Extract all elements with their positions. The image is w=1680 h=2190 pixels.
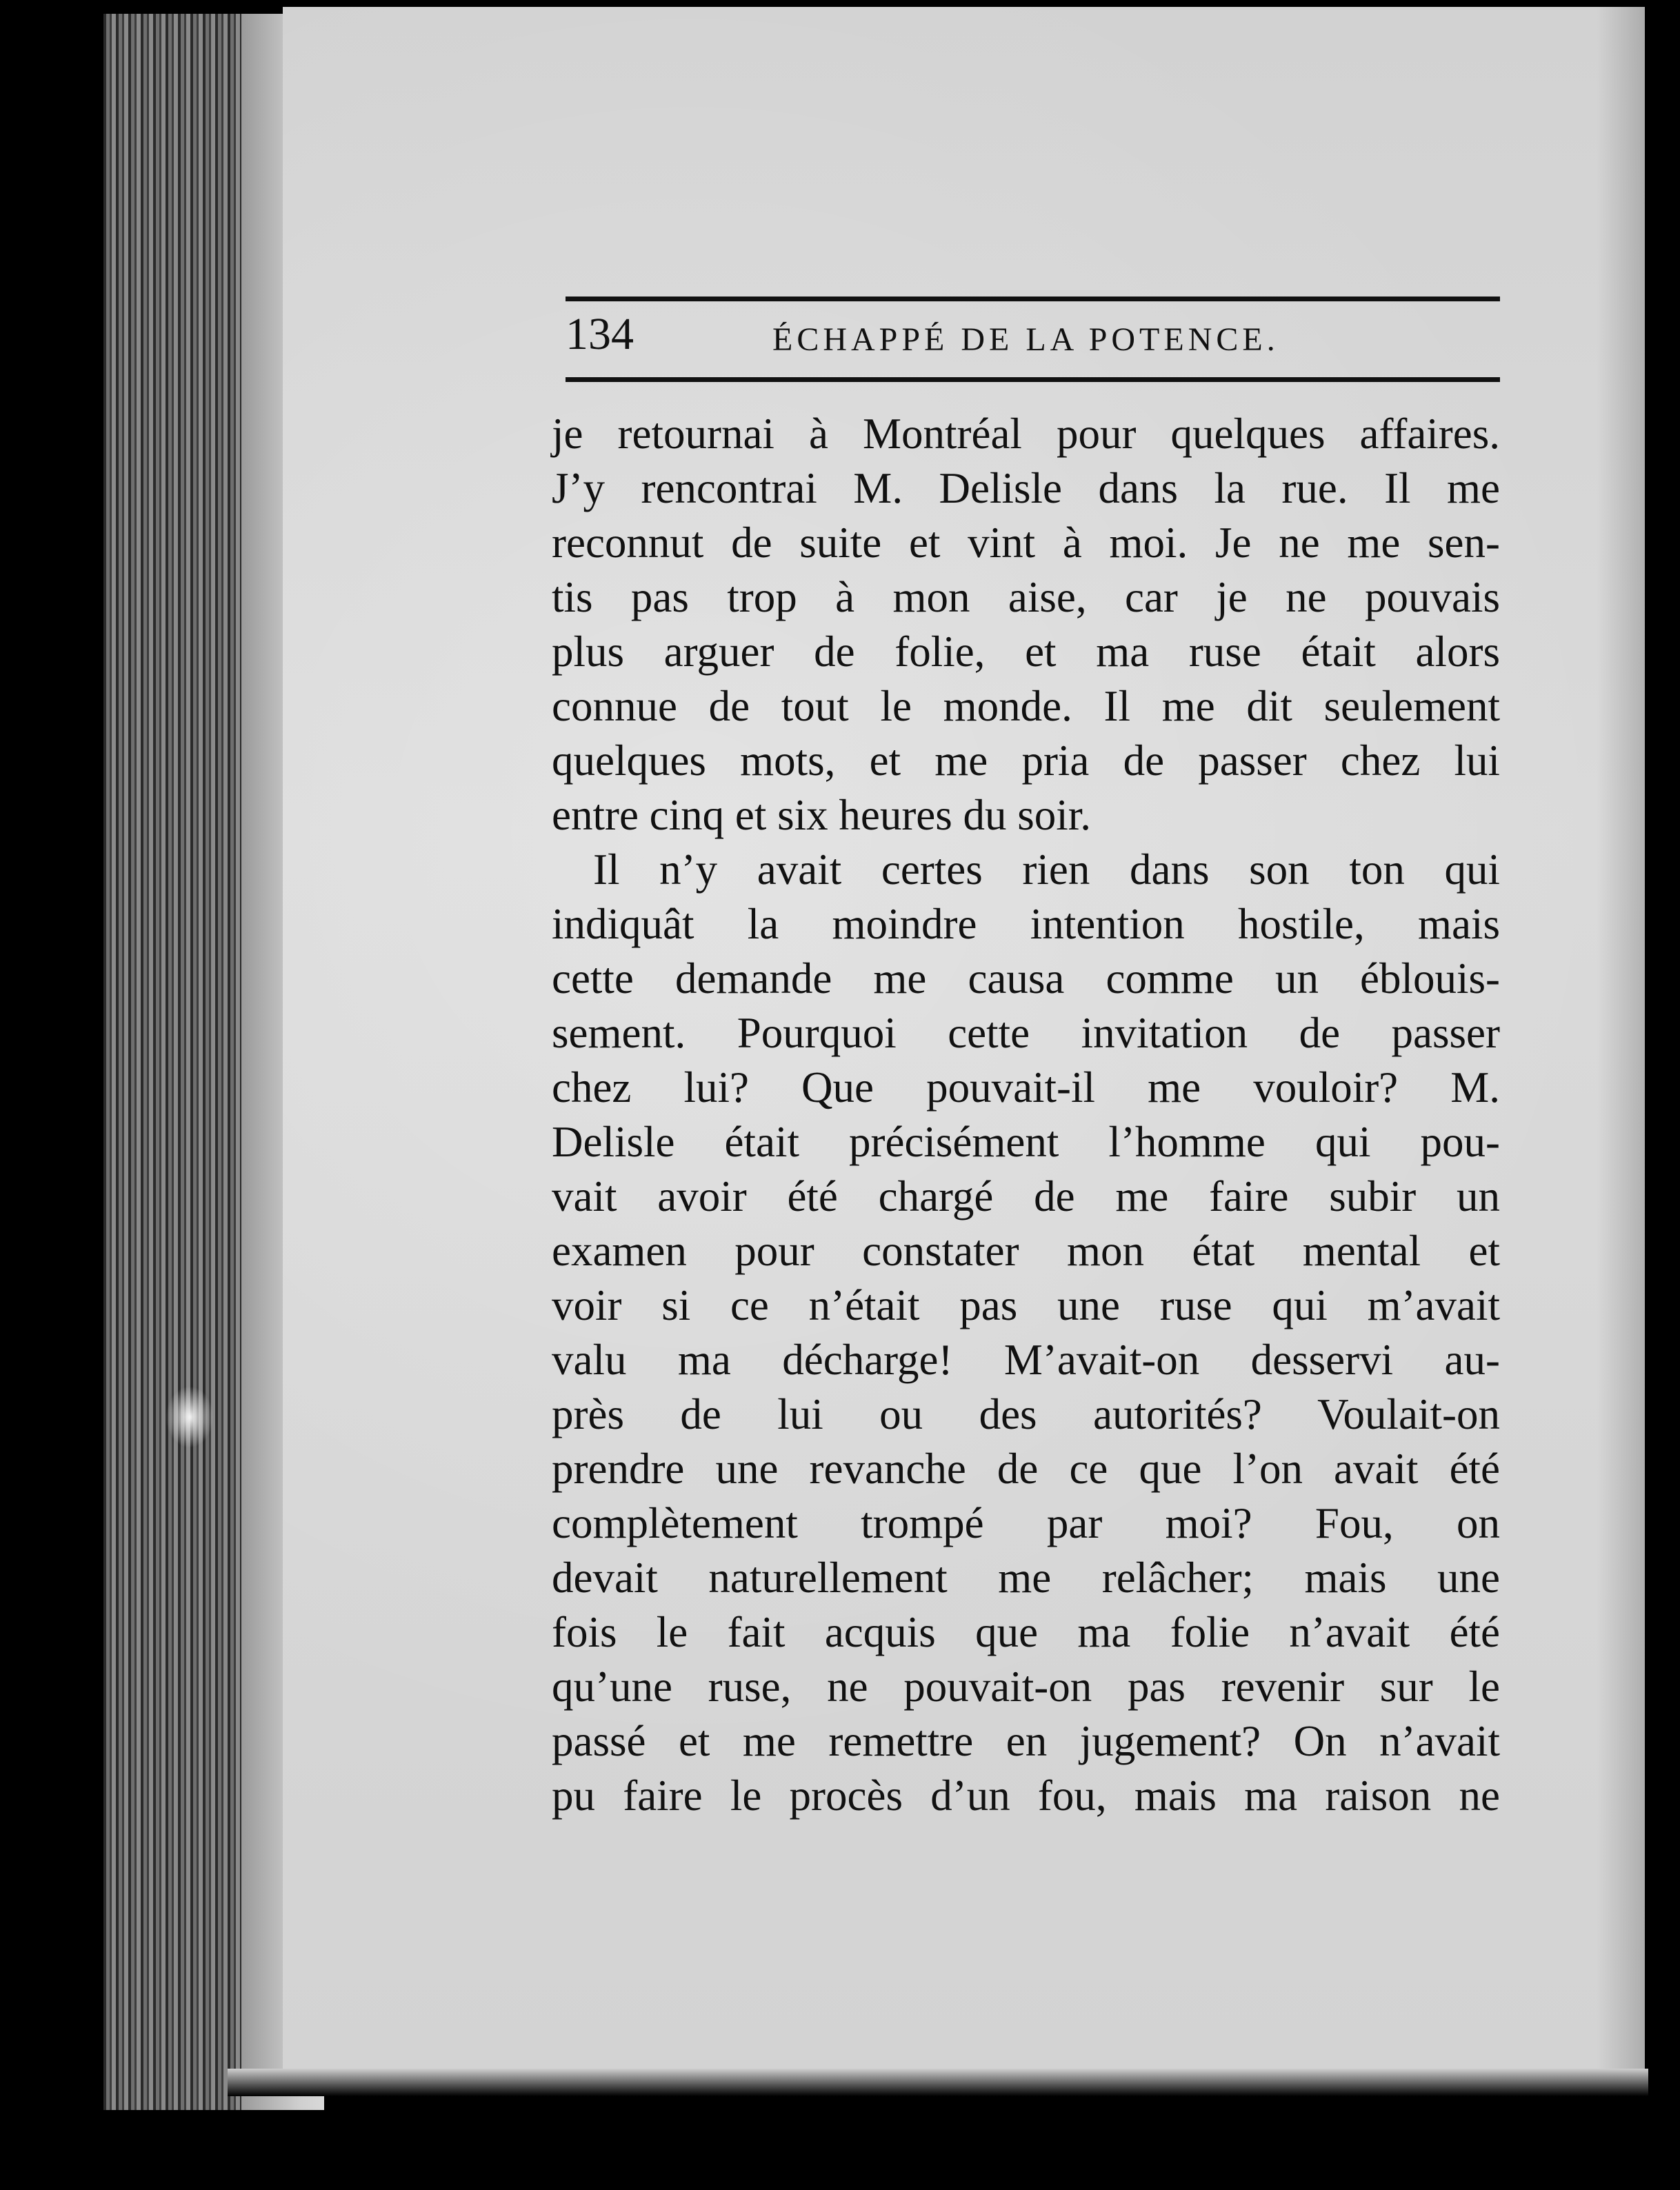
text-line: complètement trompé par moi? Fou, on — [552, 1499, 1500, 1547]
page-number: 134 — [566, 309, 634, 359]
page-shadow — [1597, 7, 1645, 2069]
text-line: indiquât la moindre intention hostile, mais — [552, 900, 1500, 948]
text-line: vait avoir été chargé de me faire subir un — [552, 1172, 1500, 1220]
header-rule-bottom — [566, 377, 1500, 382]
text-line: plus arguer de folie, et ma ruse était alors — [552, 627, 1500, 676]
text-line: valu ma décharge! M’avait-on desservi au- — [552, 1336, 1500, 1384]
text-line: examen pour constater mon état mental et — [552, 1227, 1500, 1275]
body-text — [552, 407, 1500, 1823]
text-line: chez lui? Que pouvait-il me vouloir? M. — [552, 1063, 1500, 1112]
text-line: reconnut de suite et vint à moi. Je ne me sen- — [552, 519, 1500, 567]
running-head — [566, 303, 1500, 365]
text-line: passé et me remettre en jugement? On n’avait — [552, 1717, 1500, 1765]
text-line: voir si ce n’était pas une ruse qui m’avait — [552, 1281, 1500, 1329]
text-line: connue de tout le monde. Il me dit seulement — [552, 682, 1500, 730]
header-rule-top — [566, 297, 1500, 301]
text-line: cette demande me causa comme un éblouis- — [552, 954, 1500, 1003]
paper-smudge — [166, 1386, 214, 1448]
text-line: fois le fait acquis que ma folie n’avait été — [552, 1608, 1500, 1656]
text-line: Il n’y avait certes rien dans son ton qui — [593, 845, 1500, 894]
text-line: sement. Pourquoi cette invitation de passer — [552, 1009, 1500, 1057]
text-line: pu faire le procès d’un fou, mais ma raison ne — [552, 1771, 1500, 1820]
page-bottom-edge — [228, 2069, 1648, 2096]
text-line: entre cinq et six heures du soir. — [552, 791, 1092, 839]
text-line: prendre une revanche de ce que l’on avait été — [552, 1445, 1500, 1493]
running-title: ÉCHAPPÉ DE LA POTENCE. — [772, 321, 1279, 358]
text-line: je retournai à Montréal pour quelques affaires. — [552, 410, 1500, 458]
text-line: tis pas trop à mon aise, car je ne pouvais — [552, 573, 1500, 621]
text-line: qu’une ruse, ne pouvait-on pas revenir sur le — [552, 1662, 1500, 1711]
text-line: près de lui ou des autorités? Voulait-on — [552, 1390, 1500, 1438]
text-line: quelques mots, et me pria de passer chez lui — [552, 736, 1500, 785]
text-line: devait naturellement me relâcher; mais une — [552, 1554, 1500, 1602]
text-line: Delisle était précisément l’homme qui pou- — [552, 1118, 1500, 1166]
text-line: J’y rencontrai M. Delisle dans la rue. Il me — [552, 464, 1500, 512]
